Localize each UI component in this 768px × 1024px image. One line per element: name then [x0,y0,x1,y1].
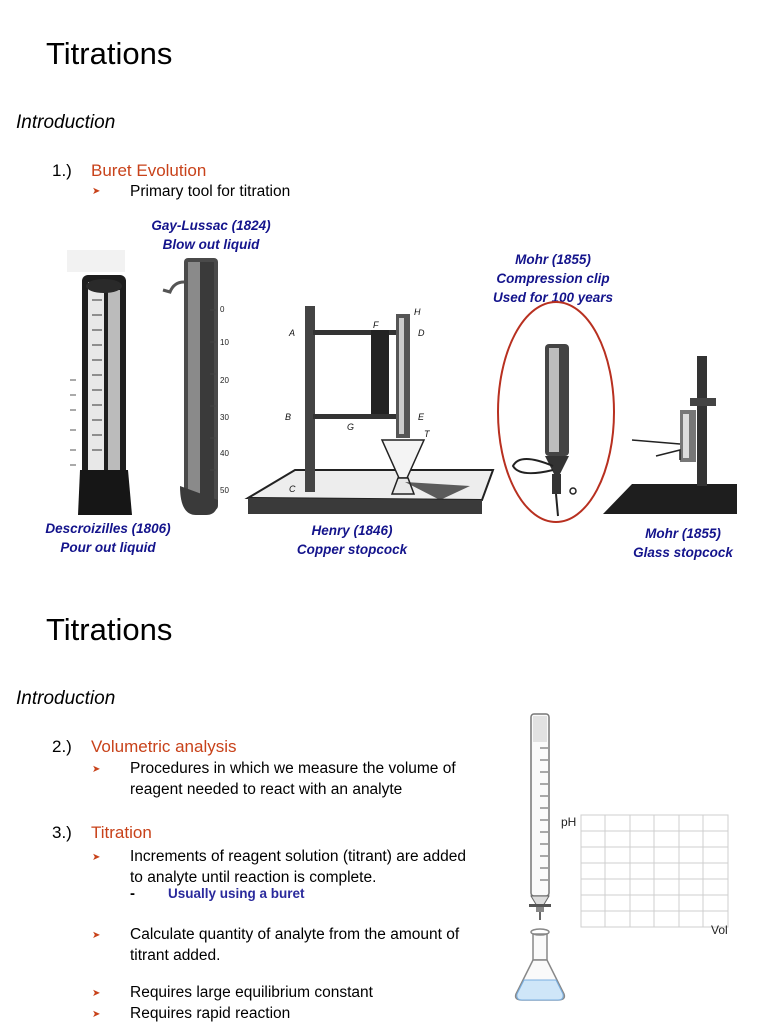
ph-vs-volume-grid [561,815,728,937]
slide2-item3-sub-bullet: Usually using a buret [168,886,305,901]
gay-lussac-buret-illustration [163,258,229,515]
slide1-item-title: Buret Evolution [91,161,207,180]
gay-lussac-scale-label: 20 [220,376,229,385]
bullet-arrow-icon: ➤ [92,852,101,863]
slide1-title: Titrations [46,36,173,71]
caption-line: Descroizilles (1806) [45,521,171,536]
gay-lussac-scale-label: 30 [220,413,229,422]
slide1-section: Introduction [16,112,116,133]
henry-letter-label: T [424,429,430,439]
mohr-clip-buret-illustration [498,302,614,522]
slide2-item3-title: Titration [91,823,152,842]
gay-lussac-scale-label: 0 [220,305,225,314]
slide2-item3-bullet4: Requires rapid reaction [130,1005,291,1022]
graph-x-axis-label: Vol [711,923,728,937]
bullet-line: Increments of reagent solution (titrant) are added [130,848,467,865]
slide2-title: Titrations [46,612,173,647]
bullet-line: Calculate quantity of analyte from the amount of [130,926,460,943]
bullet-arrow-icon: ➤ [92,1009,101,1020]
bullet-arrow-icon: ➤ [92,186,101,197]
henry-letter-label: H [414,307,421,317]
bullet-line: Procedures in which we measure the volume of [130,760,456,777]
bullet-line: titrant added. [130,947,221,964]
graph-y-axis-label: pH [561,815,577,829]
flask-illustration [516,929,565,1000]
caption-line: Blow out liquid [162,237,260,252]
descroizilles-buret-illustration [67,250,132,515]
caption-line: Mohr (1855) [645,526,721,541]
henry-letter-label: G [347,422,355,432]
henry-apparatus-illustration [248,306,493,514]
henry-letter-label: D [418,328,425,338]
bullet-line: reagent needed to react with an analyte [130,781,403,798]
slide2-item2-title: Volumetric analysis [91,737,237,756]
bullet-arrow-icon: ➤ [92,988,101,999]
henry-letter-label: A [289,328,296,338]
caption-line: Glass stopcock [633,545,733,560]
mohr-glass-stopcock-illustration [603,356,737,514]
henry-letter-label: E [418,412,425,422]
slide2-section: Introduction [16,688,116,709]
slide2-item2-number: 2.) [52,737,72,756]
caption-line: Compression clip [496,271,610,286]
bullet-arrow-icon: ➤ [92,764,101,775]
buret-illustration [529,714,551,920]
gay-lussac-scale-label: 10 [220,338,229,347]
caption-line: Pour out liquid [60,540,156,555]
slide2-item3-bullet2 [130,924,459,966]
slide2-item2-bullet [130,758,456,800]
caption-line: Gay-Lussac (1824) [151,218,271,233]
caption-line: Mohr (1855) [515,252,591,267]
bullet-line: to analyte until reaction is complete. [130,869,377,886]
henry-letter-label: B [285,412,292,422]
henry-letter-label: F [373,320,379,330]
slide2-item3-number: 3.) [52,823,72,842]
caption-line: Henry (1846) [311,523,393,538]
bullet-arrow-icon: ➤ [92,930,101,941]
titration-setup-illustration [500,700,768,1024]
caption-line: Used for 100 years [492,290,614,305]
gay-lussac-scale-label: 50 [220,486,229,495]
gay-lussac-scale-label: 40 [220,449,229,458]
henry-letter-label: C [289,484,296,494]
caption-line: Copper stopcock [296,542,408,557]
sub-bullet-dash: - [130,885,135,902]
slide1-bullet: Primary tool for titration [130,183,291,200]
slide2-item3-bullet1 [130,846,466,888]
slide1-item-number: 1.) [52,161,72,180]
slide2-item3-bullet3: Requires large equilibrium constant [130,984,373,1001]
